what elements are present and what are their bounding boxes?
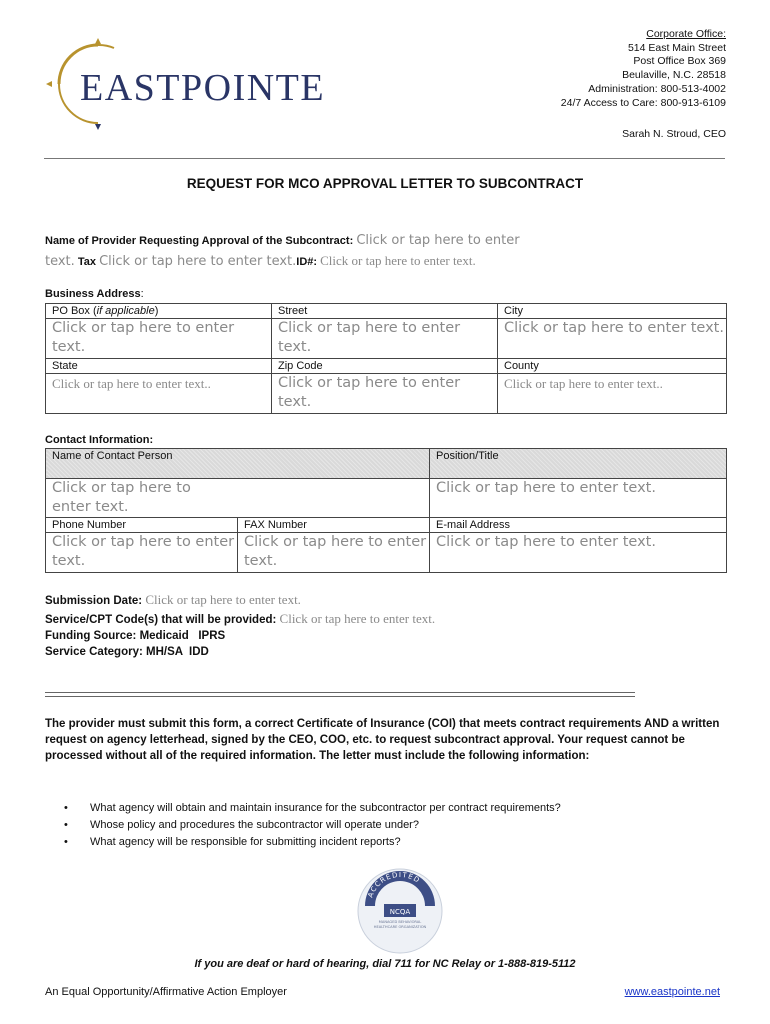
svg-text:ACCREDITED: ACCREDITED [366,870,422,899]
contact-information-label: Contact Information: [45,434,154,446]
list-item: • What agency will be responsible for submitting incident reports? [64,836,401,848]
phone-number-header: Phone Number [46,518,238,533]
requirements-list [64,800,561,851]
email-address-header: E-mail Address [430,518,727,533]
list-item: • What agency will obtain and maintain insurance for the subcontractor per contract requirements? [64,802,561,814]
id-field[interactable]: Click or tap here to enter text. [320,253,476,268]
street-header: Street [272,304,498,319]
provider-name-section [45,231,605,272]
state-header: State [46,359,272,374]
position-title-header: Position/Title [430,449,727,479]
section-divider [45,692,635,697]
business-address-heading: Business Address: [45,288,144,300]
header-divider [44,158,725,159]
instructions-paragraph: The provider must submit this form, a correct Certificate of Insurance (COI) that meets contract requirements AND a written request on agency letterhead, signed by the CEO, COO, etc. to request subcontract approval. Your request cannot be processed without all of the required information. The letter must include the following information: [45,718,720,762]
service-cpt-label: Service/CPT Code(s) that will be provided: [45,614,277,626]
eastpointe-logo [44,36,344,132]
funding-source-row: Funding Source: Medicaid IPRS [45,630,226,642]
fax-number-header: FAX Number [238,518,430,533]
email-address-field[interactable]: Click or tap here to enter text. [430,533,727,573]
street-field[interactable]: Click or tap here to enter text. [272,319,498,359]
contact-name-header: Name of Contact Person [46,449,430,479]
svg-text:NCQA: NCQA [389,908,411,916]
page-title: REQUEST FOR MCO APPROVAL LETTER TO SUBCONTRACT [186,176,584,191]
submission-date-field[interactable]: Click or tap here to enter text. [145,592,301,607]
county-field[interactable]: Click or tap here to enter text.. [498,374,727,414]
service-cpt-field[interactable]: Click or tap here to enter text. [279,611,436,626]
corporate-office-address [561,28,726,110]
po-box-field[interactable]: Click or tap here to enter text. [46,319,272,359]
submission-date-row [45,591,301,610]
state-field[interactable]: Click or tap here to enter text.. [46,374,272,414]
funding-source-options[interactable]: Medicaid IPRS [139,630,226,642]
address-line: Beulaville, N.C. 28518 [622,69,726,82]
ceo-name: Sarah N. Stroud, CEO [622,128,726,140]
service-category-options[interactable]: MH/SA IDD [146,646,209,658]
id-label: ID#: [296,256,318,268]
business-address-label: Business Address [45,288,141,300]
relay-notice: If you are deaf or hard of hearing, dial 711 for NC Relay or 1-888-819-5112 [194,958,576,970]
zip-code-header: Zip Code [272,359,498,374]
business-address-table [45,303,727,414]
fax-number-field[interactable]: Click or tap here to enter text. [238,533,430,573]
po-box-header: PO Box (if applicable) [46,304,272,319]
submission-date-label: Submission Date: [45,595,143,607]
office-heading: Corporate Office: [646,28,726,40]
address-line: 514 East Main Street [627,41,726,54]
zip-code-field[interactable]: Click or tap here to enter text. [272,374,498,414]
provider-name-label: Name of Provider Requesting Approval of the Subcontract: [45,235,354,247]
city-field[interactable]: Click or tap here to enter text. [498,319,727,359]
contact-name-field[interactable]: Click or tap here to enter text. [46,479,430,518]
svg-text:MANAGED BEHAVIORAL: MANAGED BEHAVIORAL [378,920,422,924]
position-title-field[interactable]: Click or tap here to enter text. [430,479,727,518]
svg-text:HEALTHCARE ORGANIZATION: HEALTHCARE ORGANIZATION [373,925,427,929]
tax-label: Tax [77,256,96,268]
city-header: City [498,304,727,319]
address-line: 24/7 Access to Care: 800-913-6109 [560,96,726,109]
accreditation-seal-icon [355,866,445,956]
list-item: • Whose policy and procedures the subcontractor will operate under? [64,819,419,831]
equal-opportunity-text: An Equal Opportunity/Affirmative Action Employer [45,986,287,998]
svg-text:EASTPOINTE: EASTPOINTE [80,67,326,109]
county-header: County [498,359,727,374]
service-category-row: Service Category: MH/SA IDD [45,646,209,658]
address-line: Administration: 800-513-4002 [588,82,726,95]
website-link[interactable]: www.eastpointe.net [624,986,720,998]
provider-name-field[interactable]: Click or tap here to enter [356,233,520,248]
contact-information-table [45,448,727,573]
phone-number-field[interactable]: Click or tap here to enter text. [46,533,238,573]
provider-name-field-cont[interactable]: text. [45,254,75,269]
tax-field[interactable]: Click or tap here to enter text. [99,254,297,269]
funding-source-label: Funding Source [45,630,133,642]
address-line: Post Office Box 369 [633,55,726,68]
service-category-label: Service Category [45,646,139,658]
